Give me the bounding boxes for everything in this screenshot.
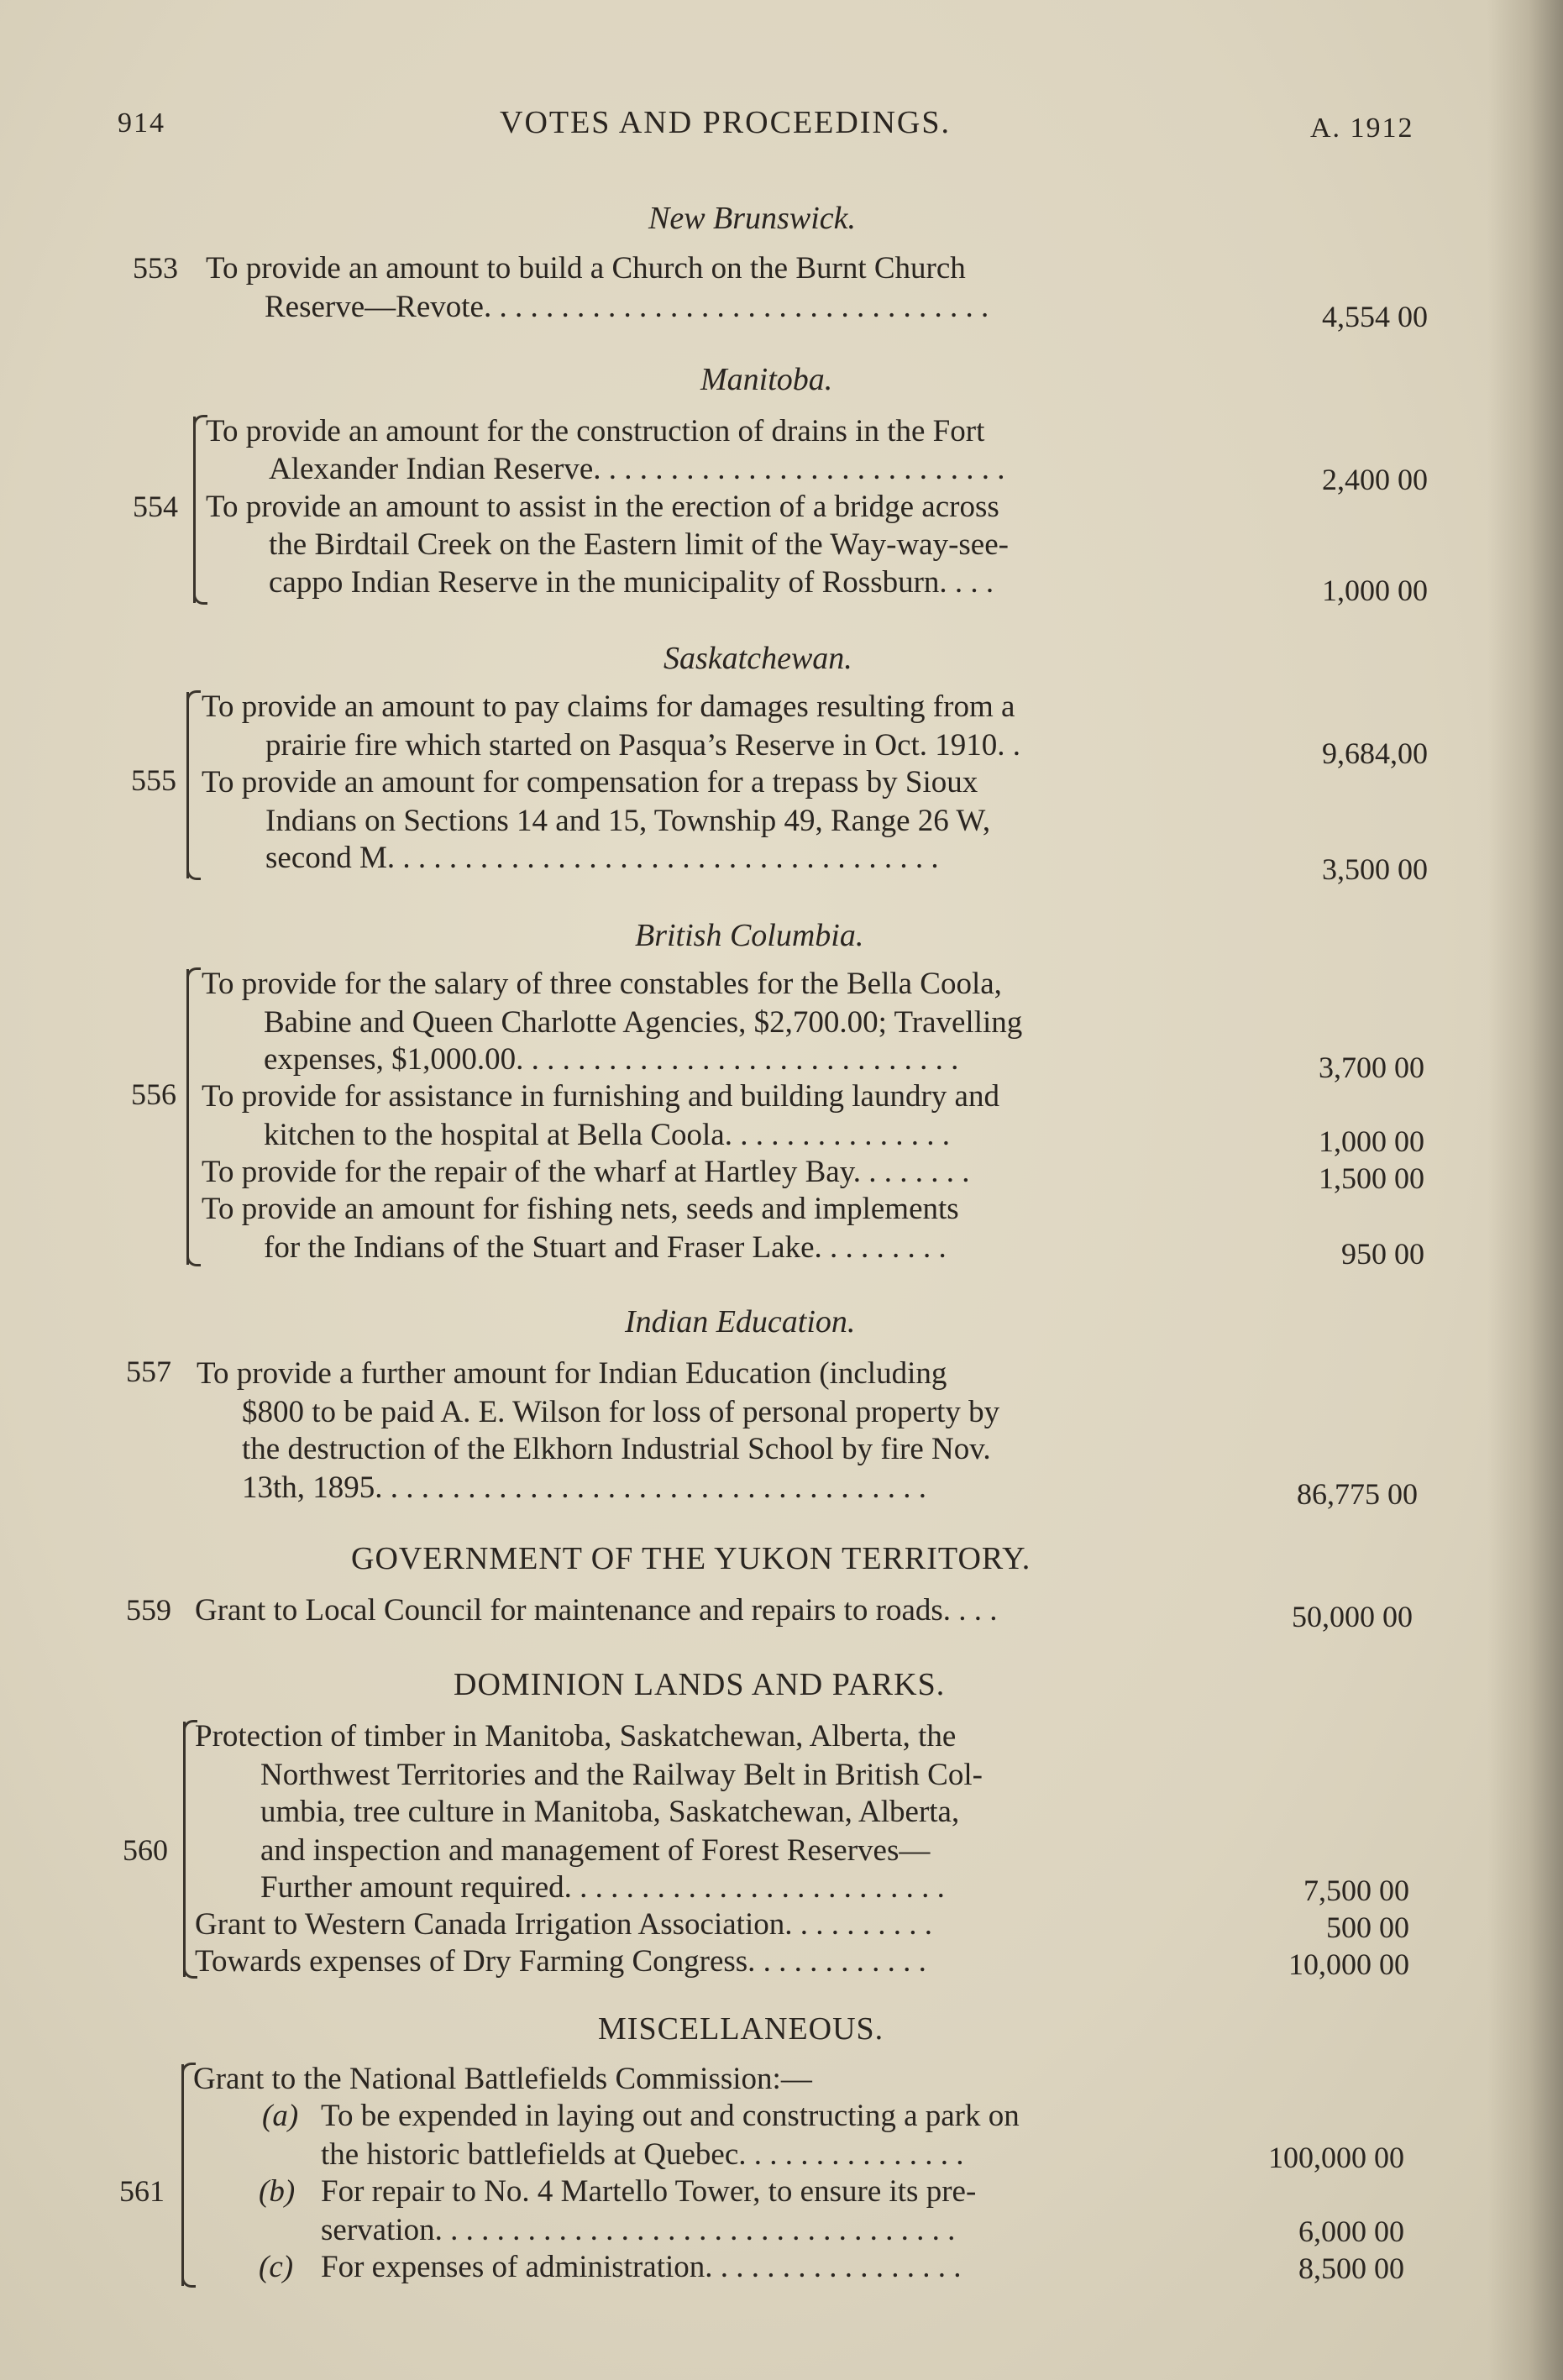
page-edge-shadow bbox=[1487, 0, 1563, 2380]
yk-item1-amount: 50,000 00 bbox=[1292, 1600, 1413, 1633]
section-heading-british-columbia: British Columbia. bbox=[635, 918, 864, 953]
dl-item3-line1: Towards expenses of Dry Farming Congress. . . . . . . . . . . . bbox=[195, 1944, 926, 1979]
section-heading-miscellaneous: MISCELLANEOUS. bbox=[598, 2011, 884, 2047]
bc-item1-line3: expenses, $1,000.00. . . . . . . . . . . . . . . . . . . . . . . . . . . . . bbox=[264, 1042, 959, 1077]
bc-item2-amount: 1,000 00 bbox=[1319, 1124, 1424, 1158]
misc-b-line2: servation. . . . . . . . . . . . . . . . . . . . . . . . . . . . . . . . . . bbox=[321, 2213, 956, 2247]
dl-item1-line5: Further amount required. . . . . . . . . . . . . . . . . . . . . . . . . bbox=[260, 1870, 945, 1905]
dl-item2-line1: Grant to Western Canada Irrigation Association. . . . . . . . . . bbox=[195, 1907, 932, 1942]
session-year: A. 1912 bbox=[1310, 113, 1414, 144]
bc-item1-line2: Babine and Queen Charlotte Agencies, $2,700.00; Travelling bbox=[264, 1005, 1023, 1040]
nb-item1-line2: Reserve—Revote. . . . . . . . . . . . . . . . . . . . . . . . . . . . . . . . . bbox=[265, 290, 989, 324]
sk-item2-line3: second M. . . . . . . . . . . . . . . . . . . . . . . . . . . . . . . . . . . . bbox=[265, 841, 939, 875]
bc-item3-line1: To provide for the repair of the wharf at Hartley Bay. . . . . . . . bbox=[202, 1155, 970, 1189]
sk-item1-amount: 9,684,00 bbox=[1322, 737, 1428, 770]
section-heading-indian-education: Indian Education. bbox=[625, 1304, 856, 1339]
ie-item1-line1: To provide a further amount for Indian Education (including bbox=[197, 1356, 947, 1391]
running-title: VOTES AND PROCEEDINGS. bbox=[500, 105, 951, 140]
bc-item1-amount: 3,700 00 bbox=[1319, 1051, 1424, 1084]
dl-item2-amount: 500 00 bbox=[1326, 1911, 1409, 1944]
dl-item1-line3: umbia, tree culture in Manitoba, Saskatchewan, Alberta, bbox=[260, 1795, 960, 1829]
brace-554 bbox=[193, 417, 196, 603]
sk-item2-line1: To provide an amount for compensation for a trepass by Sioux bbox=[202, 765, 978, 799]
bc-item4-amount: 950 00 bbox=[1341, 1237, 1424, 1271]
bc-item2-line1: To provide for assistance in furnishing and building laundry and bbox=[202, 1079, 999, 1114]
nb-item1-line1: To provide an amount to build a Church on the Burnt Church bbox=[206, 251, 966, 286]
section-heading-saskatchewan: Saskatchewan. bbox=[663, 641, 852, 676]
dl-item1-amount: 7,500 00 bbox=[1303, 1874, 1409, 1907]
brace-560 bbox=[183, 1722, 186, 1977]
vote-number-557: 557 bbox=[126, 1355, 171, 1388]
mb-item2-line2: the Birdtail Creek on the Eastern limit of the Way-way-see- bbox=[269, 527, 1009, 562]
ie-item1-line2: $800 to be paid A. E. Wilson for loss of personal property by bbox=[242, 1395, 1000, 1429]
misc-a-amount: 100,000 00 bbox=[1268, 2141, 1404, 2174]
ie-item1-amount: 86,775 00 bbox=[1297, 1477, 1418, 1511]
misc-b-amount: 6,000 00 bbox=[1298, 2215, 1404, 2248]
yk-item1-line1: Grant to Local Council for maintenance and repairs to roads. . . . bbox=[195, 1593, 998, 1628]
dl-item1-line2: Northwest Territories and the Railway Belt in British Col- bbox=[260, 1758, 983, 1792]
misc-c-label: (c) bbox=[259, 2250, 294, 2284]
brace-561 bbox=[181, 2064, 184, 2286]
vote-number-555: 555 bbox=[131, 763, 176, 797]
section-heading-new-brunswick: New Brunswick. bbox=[648, 201, 856, 236]
ie-item1-line4: 13th, 1895. . . . . . . . . . . . . . . . . . . . . . . . . . . . . . . . . . . . bbox=[242, 1470, 927, 1505]
misc-b-label: (b) bbox=[259, 2174, 296, 2209]
brace-556 bbox=[186, 969, 189, 1265]
section-heading-dominion-lands: DOMINION LANDS AND PARKS. bbox=[454, 1667, 946, 1702]
dl-item1-line1: Protection of timber in Manitoba, Saskatchewan, Alberta, the bbox=[195, 1719, 957, 1754]
sk-item2-line2: Indians on Sections 14 and 15, Township 49, Range 26 W, bbox=[265, 804, 991, 838]
vote-number-561: 561 bbox=[119, 2174, 165, 2208]
sk-item1-line2: prairie fire which started on Pasqua’s Reserve in Oct. 1910. . bbox=[265, 728, 1021, 763]
mb-item2-amount: 1,000 00 bbox=[1322, 574, 1428, 607]
page-number: 914 bbox=[118, 107, 165, 139]
ie-item1-line3: the destruction of the Elkhorn Industrial School by fire Nov. bbox=[242, 1432, 991, 1466]
mb-item1-amount: 2,400 00 bbox=[1322, 463, 1428, 496]
vote-number-554: 554 bbox=[133, 490, 178, 523]
bc-item3-amount: 1,500 00 bbox=[1319, 1161, 1424, 1195]
bc-item4-line1: To provide an amount for fishing nets, seeds and implements bbox=[202, 1192, 959, 1226]
vote-number-553: 553 bbox=[133, 251, 178, 285]
vote-number-560: 560 bbox=[123, 1833, 168, 1867]
mb-item1-line1: To provide an amount for the construction of drains in the Fort bbox=[206, 414, 985, 448]
vote-number-556: 556 bbox=[131, 1077, 176, 1111]
nb-item1-amount: 4,554 00 bbox=[1322, 300, 1428, 333]
mb-item1-line2: Alexander Indian Reserve. . . . . . . . . . . . . . . . . . . . . . . . . . . bbox=[269, 452, 1005, 486]
dl-item1-line4: and inspection and management of Forest Reserves— bbox=[260, 1833, 931, 1868]
misc-a-line1: To be expended in laying out and constructing a park on bbox=[321, 2099, 1020, 2133]
sk-item2-amount: 3,500 00 bbox=[1322, 852, 1428, 886]
sk-item1-line1: To provide an amount to pay claims for damages resulting from a bbox=[202, 689, 1015, 724]
dl-item3-amount: 10,000 00 bbox=[1288, 1948, 1409, 1981]
bc-item1-line1: To provide for the salary of three constables for the Bella Coola, bbox=[202, 967, 1002, 1001]
vote-number-559: 559 bbox=[126, 1593, 171, 1627]
bc-item4-line2: for the Indians of the Stuart and Fraser Lake. . . . . . . . . bbox=[264, 1230, 947, 1265]
misc-c-line1: For expenses of administration. . . . . . . . . . . . . . . . . bbox=[321, 2250, 962, 2284]
misc-c-amount: 8,500 00 bbox=[1298, 2252, 1404, 2285]
bc-item2-line2: kitchen to the hospital at Bella Coola. . . . . . . . . . . . . . . bbox=[264, 1118, 950, 1152]
mb-item2-line3: cappo Indian Reserve in the municipality of Rossburn. . . . bbox=[269, 565, 994, 600]
section-heading-yukon: GOVERNMENT OF THE YUKON TERRITORY. bbox=[351, 1541, 1031, 1576]
brace-555 bbox=[186, 692, 189, 878]
misc-a-label: (a) bbox=[262, 2099, 299, 2133]
misc-b-line1: For repair to No. 4 Martello Tower, to ensure its pre- bbox=[321, 2174, 977, 2209]
misc-a-line2: the historic battlefields at Quebec. . . . . . . . . . . . . . . bbox=[321, 2137, 964, 2172]
misc-intro: Grant to the National Battlefields Commission:— bbox=[193, 2062, 812, 2096]
mb-item2-line1: To provide an amount to assist in the erection of a bridge across bbox=[206, 490, 999, 524]
section-heading-manitoba: Manitoba. bbox=[700, 362, 833, 397]
